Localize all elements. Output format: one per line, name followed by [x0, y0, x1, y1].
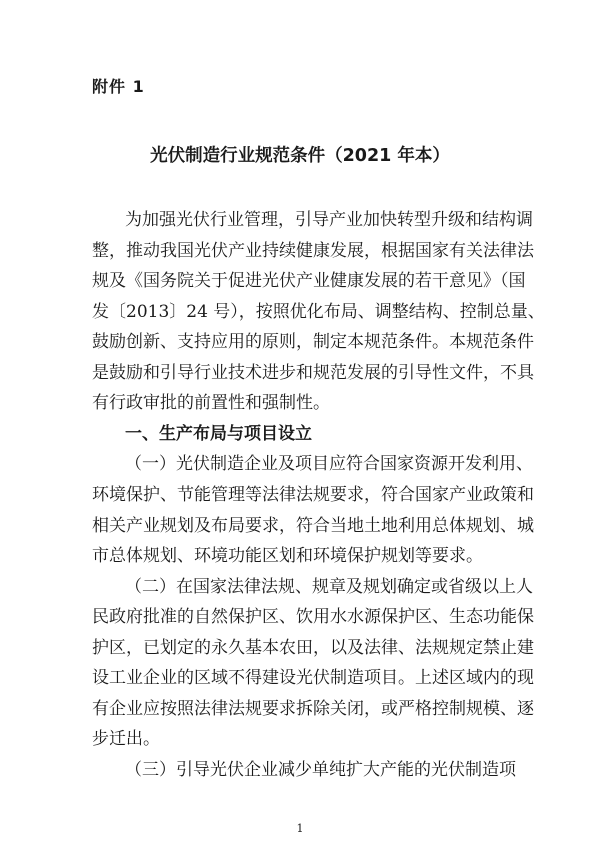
body-line: 鼓励创新、支持应用的原则，制定本规范条件。本规范条件 [92, 332, 534, 352]
body-line: （一）光伏制造企业及项目应符合国家资源开发利用、 [125, 454, 533, 474]
body-line: 相关产业规划及布局要求，符合当地土地利用总体规划、城 [92, 516, 534, 536]
document-title: 光伏制造行业规范条件（2021 年本） [150, 146, 450, 166]
body-line: 市总体规划、环境功能区划和环境保护规划等要求。 [92, 546, 483, 566]
body-line: （三）引导光伏企业减少单纯扩大产能的光伏制造项 [125, 760, 516, 780]
body-line: 民政府批准的自然保护区、饮用水水源保护区、生态功能保 [92, 607, 534, 627]
body-line: 步迁出。 [92, 729, 160, 749]
body-line: 整，推动我国光伏产业持续健康发展，根据国家有关法律法 [92, 241, 534, 261]
attachment-label: 附件 1 [92, 77, 145, 96]
body-line: 护区，已划定的永久基本农田，以及法律、法规规定禁止建 [92, 638, 534, 658]
section-heading: 一、生产布局与项目设立 [125, 424, 312, 444]
body-line: 有行政审批的前置性和强制性。 [92, 393, 330, 413]
body-line: （二）在国家法律法规、规章及规划确定或省级以上人 [125, 577, 533, 597]
body-line: 发〔2013〕24 号），按照优化布局、调整结构、控制总量、 [92, 302, 545, 322]
body-line: 环境保护、节能管理等法律法规要求，符合国家产业政策和 [92, 485, 534, 505]
page-number: 1 [296, 822, 304, 835]
body-line: 规及《国务院关于促进光伏产业健康发展的若干意见》（国 [92, 271, 526, 291]
body-line: 设工业企业的区域不得建设光伏制造项目。上述区域内的现 [92, 668, 534, 688]
body-line: 为加强光伏行业管理，引导产业加快转型升级和结构调 [125, 210, 533, 230]
body-line: 有企业应按照法律法规要求拆除关闭，或严格控制规模、逐 [92, 699, 534, 719]
body-line: 是鼓励和引导行业技术进步和规范发展的引导性文件，不具 [92, 363, 534, 383]
